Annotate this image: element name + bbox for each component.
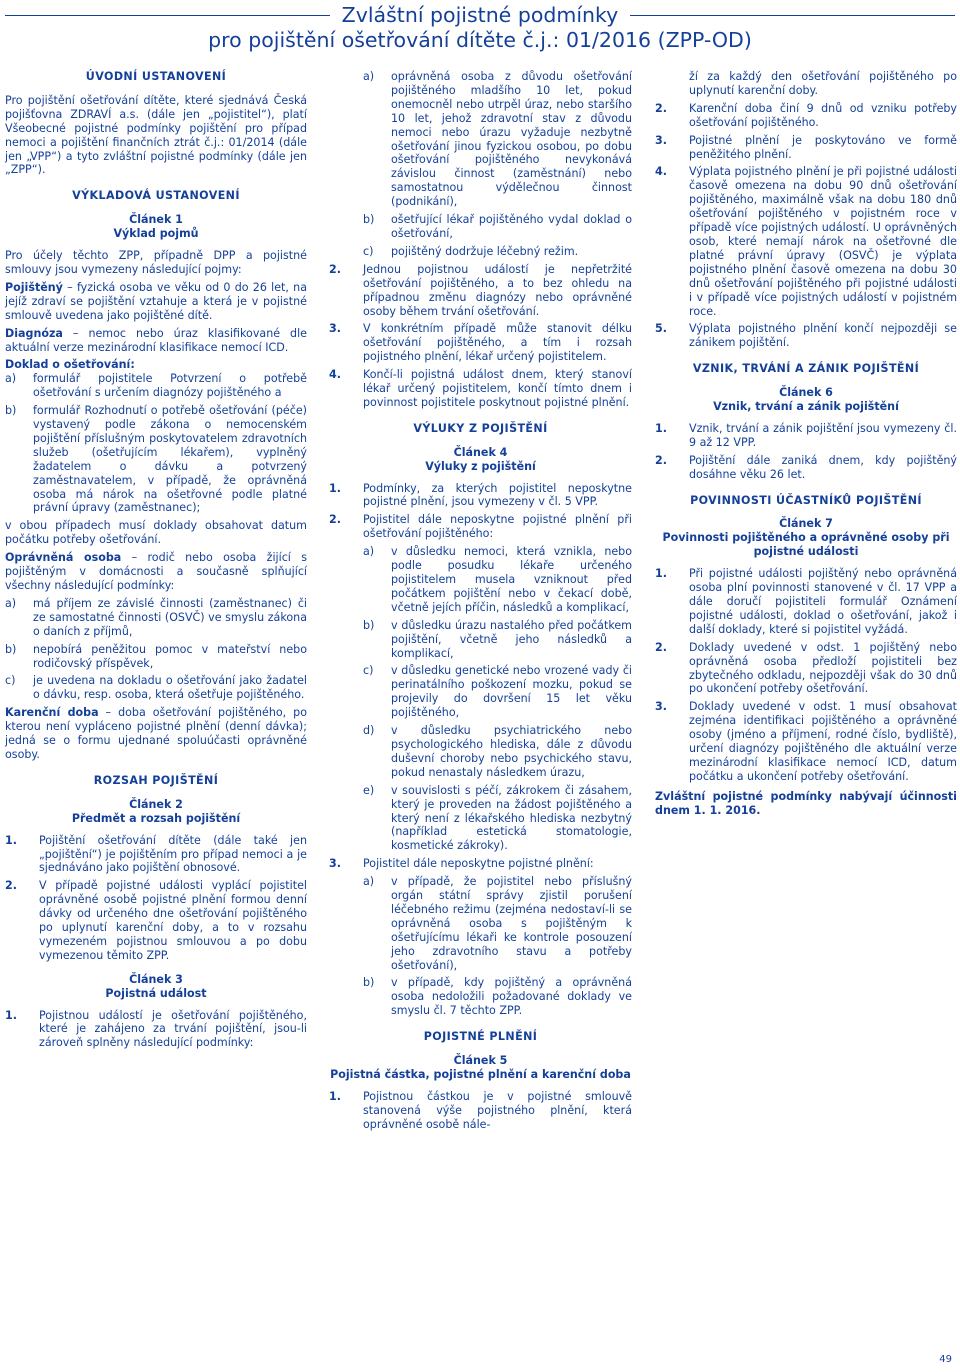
exclusions-heading: VÝLUKY Z POJIŠTĚNÍ — [413, 421, 548, 435]
article-7-name: Povinnosti pojištěného a oprávněné osoby při pojistné události — [662, 531, 950, 559]
list-item: a) formulář pojistitele Potvrzení o potřebě ošetřování s určením diagnózy pojištěného a — [5, 372, 307, 400]
article-1-title: Článek 1 — [129, 213, 183, 227]
numbered-item: 1. Podmínky, za kterých pojistitel neposkytne pojistné plnění, jsou vymezeny v čl. 5 VPP. — [329, 481, 632, 509]
article-2-title: Článek 2 — [129, 797, 183, 811]
term-proof: Doklad o ošetřování: — [5, 358, 135, 372]
numbered-item: 1. Pojistnou událostí je ošetřování pojištěného, které je zahájeno za trvání pojištění, jsou-li zároveň splněny následující podmínky: — [5, 1008, 307, 1050]
column-3 — [655, 70, 957, 822]
article-2-name: Předmět a rozsah pojištění — [71, 811, 241, 825]
article-4-sublist-2 — [363, 545, 632, 853]
article-1-name: Výklad pojmů — [113, 227, 199, 241]
list-item: e) v souvislosti s péčí, zákrokem či zásahem, který je proveden na žádost pojištěného a který není z lékařského hlediska nezbytný (například estetická stomatologie, kosmetické zákroky). — [363, 783, 632, 853]
numbered-item: 1. Při pojistné události pojištěný nebo oprávněná osoba plní povinnosti stanovené v čl. 17 VPP a dále doručí pojistiteli formulář Oznámení pojistné události, doklad o ošetřování, jakož i další doklady, které si pojistitel vyžádá. — [655, 567, 957, 636]
numbered-item: 2. Jednou pojistnou událostí je nepřetržité ošetřování pojištěného, a to bez ohledu na případnou změnu diagnózy nebo oprávněné osoby během trvání ošetřování. — [329, 262, 632, 318]
numbered-item: 4. Výplata pojistného plnění je při pojistné události časově omezena na dobu 90 dnů ošetřování pojištěného, maximálně však na dobu 180 dnů ošetřování pojištěného v pojistném roce v případě více pojistných událostí. U oprávněných osob, které nemají nárok na ošetřovné dle platné právní úpravy (OSVČ) je výplata pojistného plnění časově omezena na dobu 30 dnů ošetřování pojištěného při pojistné události i v případě více pojistných událostí v pojistném roce. — [655, 165, 957, 318]
page-title-line2: pro pojištění ošetřování dítěte č.j.: 01/2016 (ZPP-OD) — [208, 28, 752, 52]
origin-heading: VZNIK, TRVÁNÍ A ZÁNIK POJIŠTĚNÍ — [692, 362, 920, 376]
term-insured: Pojištěný — [5, 280, 63, 294]
definition-insured-text: – fyzická osoba ve věku od 0 do 26 let, na jejíž zdraví se pojištění vztahuje a která je v pojistné smlouvě uvedena jako pojištěné dítě. — [5, 280, 307, 322]
page-title-line1: Zvláštní pojistné podmínky — [341, 3, 619, 27]
numbered-item: 4. Končí-li pojistná událost dnem, který stanoví lékař určený pojistitelem, končí tímto dnem i povinnost pojistitele poskytnout pojistné plnění. — [329, 368, 632, 409]
numbered-item: 2. Pojištění dále zaniká dnem, kdy pojištěný dosáhne věku 26 let. — [655, 453, 957, 481]
scope-heading: ROZSAH POJIŠTĚNÍ — [93, 773, 219, 787]
article-3-name: Pojistná událost — [105, 986, 207, 1000]
column-1 — [5, 70, 307, 1054]
numbered-item: 3. Pojistitel dále neposkytne pojistné plnění: — [329, 857, 594, 871]
column-2 — [329, 70, 632, 1136]
article-3-conditions — [363, 70, 632, 259]
definition-authorized: Oprávněná osoba – rodič nebo osoba žijící s pojištěným v domácnosti a současně splňující všechny následující podmínky: — [5, 551, 307, 592]
list-item: a) oprávněná osoba z důvodu ošetřování pojištěného mladšího 10 let, pokud onemocněl nebo utrpěl úraz, nebo staršího 10 let, jehož zdravotní stav z důvodu nemoci nebo úrazu vyžaduje nezbytně ošetřování jinou fyzickou osobou, po dobu ošetřování pojištěného nevykonává závislou činnost (zaměstnání) nebo samostatnou výdělečnou činnost (podnikání), — [363, 70, 632, 209]
list-item: c) pojištěný dodržuje léčebný režim. — [363, 244, 579, 258]
article-5-title: Článek 5 — [453, 1054, 508, 1068]
article-1-intro: Pro účely těchto ZPP, případně DPP a pojistné smlouvy jsou vymezeny následující pojmy: — [5, 249, 307, 276]
definitions-heading: VÝKLADOVÁ USTANOVENÍ — [72, 189, 240, 203]
list-item: b) formulář Rozhodnutí o potřebě ošetřování (péče) vystavený podle zákona o nemocenském pojištění příslušným poskytovatelem zdravotních služeb (ošetřujícím lékařem), vyplněný žadatelem o dávku a potvrzený zaměstnavatelem, v případě, že oprávněná osoba má nárok na ošetřovné podle platné právní úpravy (zaměstnanec); — [5, 404, 307, 515]
article-6-title: Článek 6 — [779, 386, 833, 400]
definition-insured — [5, 281, 307, 323]
list-item: a) v případě, že pojistitel nebo příslušný orgán státní správy zjistil porušení léčebného režimu (zejména nedostaví-li se oprávněná osoba s pojištěným k ošetřujícímu lékaři ke kontrole posouzení jeho zdravotního stavu a potřeby ošetřování), — [363, 875, 632, 972]
list-item: b) v důsledku úrazu nastalého před počátkem pojištění, včetně jeho následků a komplikací, — [363, 618, 632, 660]
article-6-name: Vznik, trvání a zánik pojištění — [713, 400, 899, 414]
list-item: a) má příjem ze závislé činnosti (zaměstnanec) či ze samostatné činnosti (OSVČ) ve smyslu zákona o daních z příjmů, — [5, 596, 307, 638]
list-item: c) je uvedena na dokladu o ošetřování jako žadatel o dávku, resp. osoba, která ošetřuje pojištěného. — [5, 674, 307, 702]
numbered-item: 5. Výplata pojistného plnění končí nejpozději se zánikem pojištění. — [655, 322, 957, 350]
definition-diagnosis-text: – nemoc nebo úraz klasifikované dle aktuální verze mezinárodní klasifikace nemocí ICD. — [5, 326, 307, 354]
numbered-item: 1. Pojištění ošetřování dítěte (dále také jen „pojištění“) je pojištěním pro případ nemoci a je sjednáváno jako pojištění obnosové. — [5, 833, 307, 875]
effective-date: Zvláštní pojistné podmínky nabývají účinnosti dnem 1. 1. 2016. — [655, 789, 957, 817]
duties-heading: POVINNOSTI ÚČASTNÍKŮ POJIŠTĚNÍ — [690, 493, 922, 507]
numbered-item: 1. Vznik, trvání a zánik pojištění jsou vymezeny čl. 9 až 12 VPP. — [655, 421, 957, 449]
numbered-item: 3. Pojistné plnění je poskytováno ve formě peněžitého plnění. — [655, 133, 957, 161]
article-7-title: Článek 7 — [779, 517, 833, 531]
article-3-title: Článek 3 — [129, 972, 183, 986]
proof-tail: v obou případech musí doklady obsahovat datum počátku potřeby ošetřování. — [5, 519, 307, 547]
intro-heading: ÚVODNÍ USTANOVENÍ — [85, 70, 227, 83]
numbered-item: 2. Karenční doba činí 9 dnů od vzniku potřeby ošetřování pojištěného. — [655, 101, 957, 129]
term-authorized: Oprávněná osoba — [5, 551, 122, 565]
numbered-item: 2. Pojistitel dále neposkytne pojistné plnění při ošetřování pojištěného: — [329, 513, 632, 541]
numbered-item: 1. Pojistnou částkou je v pojistné smlouvě stanovená výše pojistného plnění, která oprávněné osobě nále- — [329, 1089, 632, 1131]
list-item: a) v důsledku nemoci, která vznikla, nebo podle posudku lékaře určeného pojistitelem musela vzniknout před počátkem pojištění nebo v čekací době, včetně jejích příčin, následků a komplikací, — [363, 545, 632, 614]
article-4-sublist-3 — [363, 875, 632, 1018]
list-item: d) v důsledku psychiatrického nebo psychologického hlediska, dále z důvodu duševní choroby nebo psychického stavu, pokud nenastaly následkem úrazu, — [363, 724, 632, 779]
definition-waiting: Karenční doba – doba ošetřování pojištěného, po kterou není vypláceno pojistné plnění (denní dávka); jedná se o formu ujednané spoluúčasti oprávněné osoby. — [5, 706, 307, 761]
term-waiting: Karenční doba — [5, 706, 99, 720]
list-item: b) ošetřující lékař pojištěného vydal doklad o ošetřování, — [363, 213, 632, 240]
numbered-item: 3. Doklady uvedené v odst. 1 musí obsahovat zejména identifikaci pojištěného a oprávněné osoby (jméno a příjmení, rodné číslo, bydliště), určení diagnózy pojištěného dle aktuální verze mezinárodní klasifikace nemocí ICD, datum počátku a ukončení potřeby ošetřování. — [655, 700, 957, 783]
intro-paragraph: Pro pojištění ošetřování dítěte, které sjednává Česká pojišťovna ZDRAVÍ a.s. (dále jen „pojistitel“), platí Všeobecné pojistné podmínky pojištění pro případ nemoci a pojištění finančních ztrát č.j.: 01/2014 (dále jen „VPP“) a tyto zvláštní pojistné podmínky (dále jen „ZPP“). — [5, 93, 307, 177]
benefit-heading: POJISTNÉ PLNĚNÍ — [423, 1030, 538, 1044]
list-item: c) v důsledku genetické nebo vrozené vady či perinatálního poškození mozku, pokud se projevily do dovršení 15 let věku pojištěného, — [363, 664, 632, 720]
list-item: b) nepobírá peněžitou pomoc v mateřství nebo rodičovský příspěvek, — [5, 642, 307, 670]
numbered-item: 3. V konkrétním případě může stanovit délku ošetřování pojištěného, a tím i rozsah pojistného plnění, lékař určený pojistitelem. — [329, 322, 632, 364]
article-5-continuation: ží za každý den ošetřování pojištěného po uplynutí karenční doby. — [689, 70, 957, 97]
page-number: 49 — [939, 1354, 952, 1365]
list-item: b) v případě, kdy pojištěný a oprávněná osoba nedoložili požadované doklady ve smyslu čl. 7 těchto ZPP. — [363, 976, 632, 1018]
term-diagnosis: Diagnóza — [5, 326, 63, 340]
article-4-title: Článek 4 — [453, 445, 508, 459]
numbered-item: 2. V případě pojistné události vyplácí pojistitel oprávněné osobě pojistné plnění formou denní dávky od určeného dne ošetřování pojištěného po uplynutí karenční doby, a to v rozsahu vymezeném pojistnou smlouvou a po dobu vymezenou těmito ZPP. — [5, 879, 307, 962]
article-5-name: Pojistná částka, pojistné plnění a karenční doba — [330, 1068, 631, 1081]
article-4-name: Výluky z pojištění — [425, 459, 536, 473]
definition-diagnosis — [5, 327, 307, 355]
numbered-item: 2. Doklady uvedené v odst. 1 pojištěný nebo oprávněná osoba předloží pojistiteli bez zbytečného odkladu, nejpozději však do 30 dnů po ukončení potřeby ošetřování. — [655, 640, 957, 696]
